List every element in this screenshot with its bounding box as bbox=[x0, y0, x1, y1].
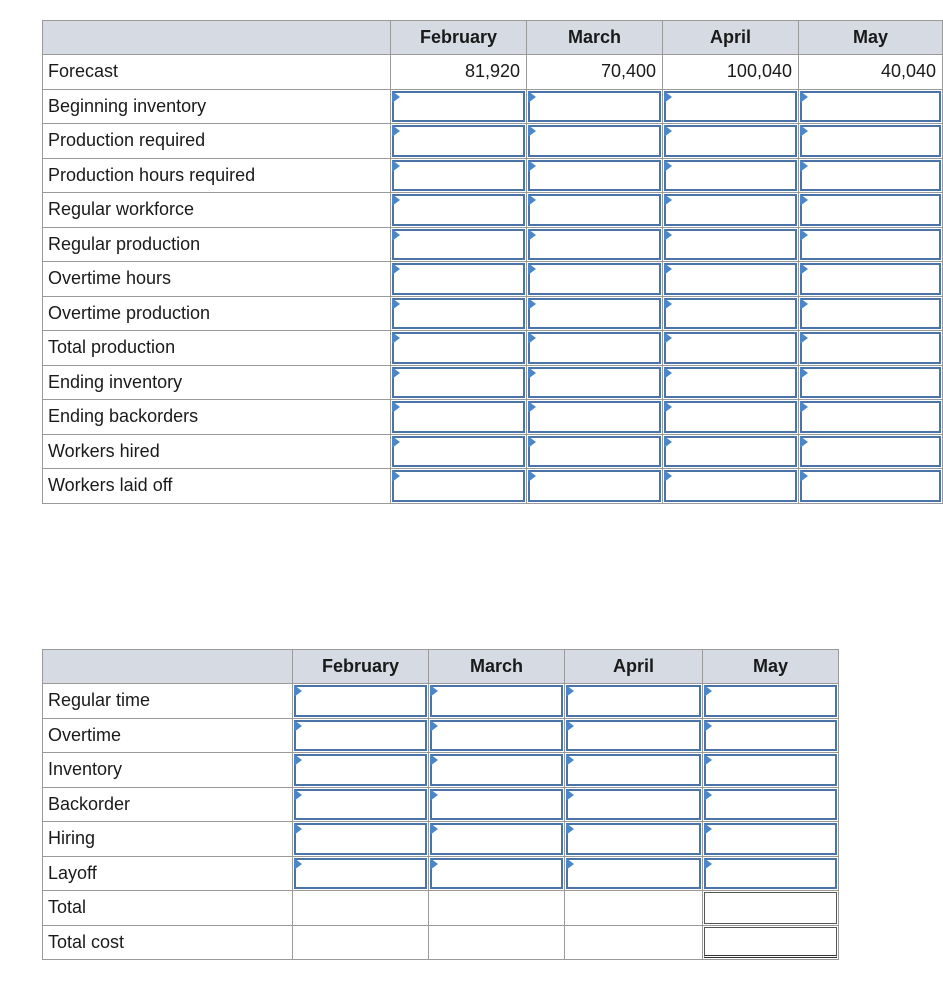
plan-input-cell bbox=[663, 296, 799, 331]
plan-input-cell bbox=[527, 262, 663, 297]
cost-input[interactable] bbox=[704, 720, 837, 752]
plan-input-cell bbox=[391, 434, 527, 469]
plan-row-label: Workers laid off bbox=[43, 469, 391, 504]
plan-row bbox=[43, 158, 943, 193]
plan-input-cell bbox=[527, 469, 663, 504]
cost-input-cell bbox=[703, 787, 839, 822]
plan-row bbox=[43, 434, 943, 469]
plan-input-cell bbox=[799, 158, 943, 193]
plan-input[interactable] bbox=[528, 401, 661, 433]
cost-row bbox=[43, 684, 839, 719]
plan-input-cell bbox=[799, 296, 943, 331]
plan-input-cell bbox=[799, 193, 943, 228]
total-may-box bbox=[704, 892, 837, 924]
plan-input[interactable] bbox=[800, 263, 941, 295]
plan-input-cell bbox=[663, 365, 799, 400]
plan-input[interactable] bbox=[664, 229, 797, 261]
cost-input[interactable] bbox=[704, 754, 837, 786]
plan-input[interactable] bbox=[664, 263, 797, 295]
plan-input-cell bbox=[391, 331, 527, 366]
cost-header-row bbox=[43, 650, 839, 684]
plan-input[interactable] bbox=[392, 125, 525, 157]
cost-input-cell bbox=[703, 753, 839, 788]
plan-input[interactable] bbox=[392, 263, 525, 295]
plan-input[interactable] bbox=[392, 401, 525, 433]
cost-input[interactable] bbox=[294, 823, 427, 855]
month-header: February bbox=[293, 650, 429, 684]
month-header: April bbox=[565, 650, 703, 684]
cost-input-cell bbox=[703, 718, 839, 753]
plan-input[interactable] bbox=[528, 436, 661, 468]
plan-input[interactable] bbox=[528, 194, 661, 226]
cost-input[interactable] bbox=[430, 789, 563, 821]
plan-row-label: Production required bbox=[43, 124, 391, 159]
cost-input-cell bbox=[565, 822, 703, 857]
cost-row-label: Inventory bbox=[43, 753, 293, 788]
cost-table bbox=[42, 649, 839, 960]
plan-input-cell bbox=[663, 331, 799, 366]
plan-input[interactable] bbox=[392, 229, 525, 261]
plan-input[interactable] bbox=[392, 367, 525, 399]
plan-input[interactable] bbox=[528, 125, 661, 157]
plan-input-cell bbox=[663, 89, 799, 124]
plan-input[interactable] bbox=[800, 367, 941, 399]
plan-input-cell bbox=[799, 89, 943, 124]
plan-input-cell bbox=[527, 124, 663, 159]
plan-input-cell bbox=[391, 400, 527, 435]
cost-input[interactable] bbox=[294, 754, 427, 786]
plan-input[interactable] bbox=[528, 332, 661, 364]
plan-row bbox=[43, 193, 943, 228]
plan-input-cell bbox=[527, 331, 663, 366]
plan-row bbox=[43, 296, 943, 331]
plan-input-cell bbox=[663, 262, 799, 297]
plan-input-cell bbox=[527, 434, 663, 469]
plan-input-cell bbox=[663, 158, 799, 193]
cost-input-rows bbox=[43, 684, 839, 891]
cost-row bbox=[43, 718, 839, 753]
plan-input-cell bbox=[663, 193, 799, 228]
cost-input-cell bbox=[565, 684, 703, 719]
cost-input-cell bbox=[429, 822, 565, 857]
plan-input-cell bbox=[799, 262, 943, 297]
plan-row-label: Production hours required bbox=[43, 158, 391, 193]
cost-row bbox=[43, 753, 839, 788]
cost-input-cell bbox=[293, 787, 429, 822]
plan-input-cell bbox=[663, 227, 799, 262]
plan-input-cell bbox=[527, 193, 663, 228]
plan-input-cell bbox=[799, 469, 943, 504]
plan-row bbox=[43, 331, 943, 366]
plan-input[interactable] bbox=[528, 229, 661, 261]
cost-input[interactable] bbox=[294, 858, 427, 890]
plan-row bbox=[43, 124, 943, 159]
forecast-value: 81,920 bbox=[391, 55, 527, 90]
plan-input-cell bbox=[799, 365, 943, 400]
cost-row-label: Backorder bbox=[43, 787, 293, 822]
plan-input-cell bbox=[391, 89, 527, 124]
plan-input[interactable] bbox=[664, 160, 797, 192]
total-cell bbox=[429, 891, 565, 926]
cost-input-cell bbox=[429, 753, 565, 788]
aggregate-plan-table bbox=[42, 20, 943, 504]
cost-input[interactable] bbox=[430, 823, 563, 855]
plan-input-cell bbox=[799, 434, 943, 469]
cost-row-label: Layoff bbox=[43, 856, 293, 891]
month-header: May bbox=[799, 21, 943, 55]
total-cell-may bbox=[703, 891, 839, 926]
cost-input[interactable] bbox=[566, 754, 701, 786]
month-header: February bbox=[391, 21, 527, 55]
plan-input-cell bbox=[391, 365, 527, 400]
month-header: March bbox=[527, 21, 663, 55]
plan-input[interactable] bbox=[664, 436, 797, 468]
cost-row-label: Overtime bbox=[43, 718, 293, 753]
plan-row-label: Beginning inventory bbox=[43, 89, 391, 124]
plan-row-label: Overtime hours bbox=[43, 262, 391, 297]
plan-row bbox=[43, 365, 943, 400]
plan-header-row bbox=[43, 21, 943, 55]
cost-input-cell bbox=[429, 684, 565, 719]
cost-input-cell bbox=[565, 718, 703, 753]
plan-input[interactable] bbox=[800, 160, 941, 192]
total-cell bbox=[293, 891, 429, 926]
plan-input-cell bbox=[663, 400, 799, 435]
plan-input-cell bbox=[527, 296, 663, 331]
cost-input-cell bbox=[293, 684, 429, 719]
plan-input[interactable] bbox=[528, 367, 661, 399]
plan-row bbox=[43, 400, 943, 435]
plan-input-cell bbox=[799, 124, 943, 159]
header-blank bbox=[43, 21, 391, 55]
plan-input-cell bbox=[391, 227, 527, 262]
plan-input[interactable] bbox=[664, 470, 797, 502]
plan-input[interactable] bbox=[664, 332, 797, 364]
plan-input-cell bbox=[391, 158, 527, 193]
forecast-label: Forecast bbox=[43, 55, 391, 90]
plan-input[interactable] bbox=[392, 470, 525, 502]
cost-input-cell bbox=[565, 787, 703, 822]
plan-input[interactable] bbox=[392, 160, 525, 192]
plan-input-cell bbox=[663, 124, 799, 159]
month-header: April bbox=[663, 21, 799, 55]
plan-input-cell bbox=[391, 193, 527, 228]
cost-input[interactable] bbox=[704, 789, 837, 821]
cost-input-cell bbox=[703, 684, 839, 719]
cost-input[interactable] bbox=[430, 858, 563, 890]
total-cost-may-box bbox=[704, 927, 837, 959]
plan-input[interactable] bbox=[800, 470, 941, 502]
cost-input[interactable] bbox=[704, 823, 837, 855]
cost-input[interactable] bbox=[430, 720, 563, 752]
plan-input-cell bbox=[663, 469, 799, 504]
forecast-row bbox=[43, 55, 943, 90]
cost-input[interactable] bbox=[704, 858, 837, 890]
cost-row bbox=[43, 856, 839, 891]
plan-row-label: Workers hired bbox=[43, 434, 391, 469]
plan-input[interactable] bbox=[528, 160, 661, 192]
cost-input-cell bbox=[293, 718, 429, 753]
cost-input-cell bbox=[703, 856, 839, 891]
cost-input-cell bbox=[293, 856, 429, 891]
cost-input[interactable] bbox=[294, 789, 427, 821]
cost-input[interactable] bbox=[566, 720, 701, 752]
cost-input[interactable] bbox=[430, 685, 563, 717]
plan-row bbox=[43, 469, 943, 504]
plan-row bbox=[43, 227, 943, 262]
plan-input[interactable] bbox=[664, 194, 797, 226]
cost-input[interactable] bbox=[430, 754, 563, 786]
plan-input-cell bbox=[799, 331, 943, 366]
cost-input[interactable] bbox=[566, 858, 701, 890]
plan-input-cell bbox=[527, 227, 663, 262]
month-header: March bbox=[429, 650, 565, 684]
plan-input[interactable] bbox=[664, 367, 797, 399]
cost-input-cell bbox=[429, 718, 565, 753]
total-cell bbox=[565, 891, 703, 926]
plan-input[interactable] bbox=[800, 298, 941, 330]
cost-input-cell bbox=[293, 822, 429, 857]
cost-input-cell bbox=[565, 753, 703, 788]
plan-input[interactable] bbox=[528, 91, 661, 123]
cost-row bbox=[43, 822, 839, 857]
cost-row bbox=[43, 787, 839, 822]
plan-input-cell bbox=[391, 124, 527, 159]
cost-input-cell bbox=[703, 822, 839, 857]
plan-input-cell bbox=[527, 365, 663, 400]
total-cost-cell-may bbox=[703, 925, 839, 960]
cost-input-cell bbox=[429, 787, 565, 822]
plan-input-cell bbox=[391, 262, 527, 297]
plan-input[interactable] bbox=[528, 470, 661, 502]
plan-row-label: Ending backorders bbox=[43, 400, 391, 435]
plan-input[interactable] bbox=[392, 436, 525, 468]
plan-input-cell bbox=[663, 434, 799, 469]
header-blank bbox=[43, 650, 293, 684]
cost-input[interactable] bbox=[566, 823, 701, 855]
plan-input[interactable] bbox=[392, 91, 525, 123]
total-cost-label: Total cost bbox=[43, 925, 293, 960]
plan-row-label: Regular workforce bbox=[43, 193, 391, 228]
month-header: May bbox=[703, 650, 839, 684]
plan-input-cell bbox=[391, 469, 527, 504]
plan-row-label: Overtime production bbox=[43, 296, 391, 331]
cost-row-label: Regular time bbox=[43, 684, 293, 719]
plan-input[interactable] bbox=[392, 332, 525, 364]
plan-input[interactable] bbox=[800, 229, 941, 261]
plan-row bbox=[43, 262, 943, 297]
plan-input-cell bbox=[527, 158, 663, 193]
cost-input[interactable] bbox=[704, 685, 837, 717]
cost-input-cell bbox=[429, 856, 565, 891]
cost-input[interactable] bbox=[566, 789, 701, 821]
total-row bbox=[43, 891, 839, 926]
plan-row-label: Total production bbox=[43, 331, 391, 366]
plan-input[interactable] bbox=[800, 91, 941, 123]
cost-row-label: Hiring bbox=[43, 822, 293, 857]
plan-input-cell bbox=[527, 89, 663, 124]
plan-input[interactable] bbox=[800, 194, 941, 226]
plan-input[interactable] bbox=[800, 401, 941, 433]
plan-input[interactable] bbox=[528, 298, 661, 330]
plan-input[interactable] bbox=[664, 298, 797, 330]
plan-row-label: Ending inventory bbox=[43, 365, 391, 400]
plan-input-cell bbox=[799, 400, 943, 435]
total-cost-row bbox=[43, 925, 839, 960]
plan-input[interactable] bbox=[664, 401, 797, 433]
total-cost-cell bbox=[429, 925, 565, 960]
total-cost-cell bbox=[565, 925, 703, 960]
plan-input[interactable] bbox=[664, 91, 797, 123]
plan-input[interactable] bbox=[800, 332, 941, 364]
cost-input-cell bbox=[293, 753, 429, 788]
forecast-value: 70,400 bbox=[527, 55, 663, 90]
plan-row-label: Regular production bbox=[43, 227, 391, 262]
total-label: Total bbox=[43, 891, 293, 926]
cost-input-cell bbox=[565, 856, 703, 891]
plan-input[interactable] bbox=[664, 125, 797, 157]
total-cost-cell bbox=[293, 925, 429, 960]
plan-input[interactable] bbox=[528, 263, 661, 295]
plan-input-rows bbox=[43, 89, 943, 503]
plan-input-cell bbox=[799, 227, 943, 262]
cost-input[interactable] bbox=[294, 685, 427, 717]
forecast-value: 100,040 bbox=[663, 55, 799, 90]
cost-input[interactable] bbox=[566, 685, 701, 717]
plan-input-cell bbox=[391, 296, 527, 331]
plan-input[interactable] bbox=[392, 298, 525, 330]
plan-input[interactable] bbox=[800, 125, 941, 157]
forecast-value: 40,040 bbox=[799, 55, 943, 90]
plan-row bbox=[43, 89, 943, 124]
plan-input-cell bbox=[527, 400, 663, 435]
plan-input[interactable] bbox=[392, 194, 525, 226]
plan-input[interactable] bbox=[800, 436, 941, 468]
cost-input[interactable] bbox=[294, 720, 427, 752]
